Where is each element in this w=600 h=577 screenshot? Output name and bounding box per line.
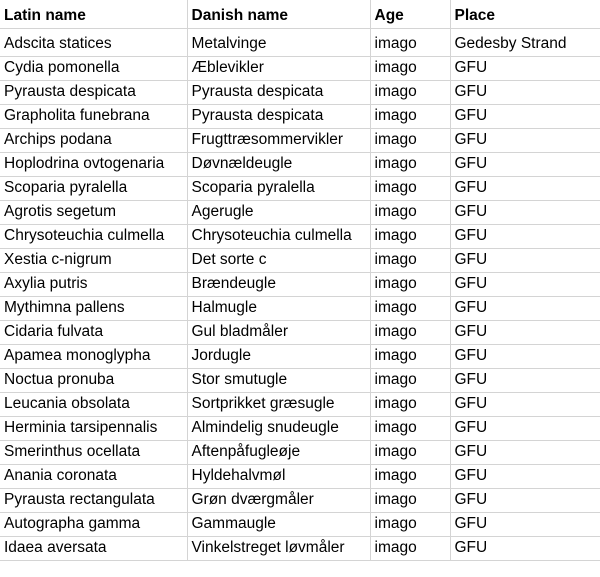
cell-age[interactable]: imago — [370, 224, 450, 248]
table-row — [0, 80, 600, 104]
cell-danish-name[interactable]: Agerugle — [187, 200, 370, 224]
cell-latin-name[interactable]: Cidaria fulvata — [0, 320, 187, 344]
cell-age[interactable]: imago — [370, 200, 450, 224]
cell-latin-name[interactable]: Cydia pomonella — [0, 56, 187, 80]
cell-latin-name[interactable]: Scoparia pyralella — [0, 176, 187, 200]
cell-danish-name[interactable]: Vinkelstreget løvmåler — [187, 536, 370, 560]
cell-place[interactable]: GFU — [450, 464, 600, 488]
cell-danish-name[interactable]: Døvnældeugle — [187, 152, 370, 176]
table-row — [0, 464, 600, 488]
cell-age[interactable]: imago — [370, 416, 450, 440]
table-row — [0, 536, 600, 560]
cell-danish-name[interactable]: Æblevikler — [187, 56, 370, 80]
cell-danish-name[interactable]: Metalvinge — [187, 28, 370, 56]
table-row — [0, 488, 600, 512]
cell-latin-name[interactable]: Mythimna pallens — [0, 296, 187, 320]
cell-age[interactable]: imago — [370, 152, 450, 176]
table-row — [0, 296, 600, 320]
cell-place[interactable]: GFU — [450, 440, 600, 464]
table-row — [0, 368, 600, 392]
cell-latin-name[interactable]: Apamea monoglypha — [0, 344, 187, 368]
table-row — [0, 224, 600, 248]
cell-age[interactable]: imago — [370, 344, 450, 368]
header-latin-name[interactable]: Latin name — [0, 0, 187, 28]
cell-latin-name[interactable]: Grapholita funebrana — [0, 104, 187, 128]
cell-place[interactable]: GFU — [450, 152, 600, 176]
cell-latin-name[interactable]: Leucania obsolata — [0, 392, 187, 416]
cell-place[interactable]: Gedesby Strand — [450, 28, 600, 56]
cell-latin-name[interactable]: Anania coronata — [0, 464, 187, 488]
cell-danish-name[interactable]: Pyrausta despicata — [187, 80, 370, 104]
table-row — [0, 416, 600, 440]
cell-age[interactable]: imago — [370, 368, 450, 392]
cell-age[interactable]: imago — [370, 392, 450, 416]
cell-danish-name[interactable]: Aftenpåfugleøje — [187, 440, 370, 464]
cell-latin-name[interactable]: Axylia putris — [0, 272, 187, 296]
cell-danish-name[interactable]: Frugttræsommervikler — [187, 128, 370, 152]
cell-danish-name[interactable]: Halmugle — [187, 296, 370, 320]
cell-place[interactable]: GFU — [450, 296, 600, 320]
cell-latin-name[interactable]: Pyrausta despicata — [0, 80, 187, 104]
cell-age[interactable]: imago — [370, 104, 450, 128]
header-danish-name[interactable]: Danish name — [187, 0, 370, 28]
cell-place[interactable]: GFU — [450, 248, 600, 272]
cell-place[interactable]: GFU — [450, 104, 600, 128]
header-age[interactable]: Age — [370, 0, 450, 28]
cell-place[interactable]: GFU — [450, 176, 600, 200]
cell-place[interactable]: GFU — [450, 200, 600, 224]
cell-age[interactable]: imago — [370, 320, 450, 344]
cell-place[interactable]: GFU — [450, 272, 600, 296]
cell-danish-name[interactable]: Gammaugle — [187, 512, 370, 536]
table-row — [0, 128, 600, 152]
header-row — [0, 0, 600, 28]
cell-danish-name[interactable]: Chrysoteuchia culmella — [187, 224, 370, 248]
cell-danish-name[interactable]: Sortprikket græsugle — [187, 392, 370, 416]
table-row — [0, 28, 600, 56]
cell-latin-name[interactable]: Autographa gamma — [0, 512, 187, 536]
cell-place[interactable]: GFU — [450, 56, 600, 80]
cell-age[interactable]: imago — [370, 80, 450, 104]
table-row — [0, 248, 600, 272]
cell-age[interactable]: imago — [370, 248, 450, 272]
table-row — [0, 272, 600, 296]
cell-danish-name[interactable]: Brændeugle — [187, 272, 370, 296]
cell-danish-name[interactable]: Hyldehalvmøl — [187, 464, 370, 488]
cell-latin-name[interactable]: Chrysoteuchia culmella — [0, 224, 187, 248]
cell-latin-name[interactable]: Pyrausta rectangulata — [0, 488, 187, 512]
cell-danish-name[interactable]: Gul bladmåler — [187, 320, 370, 344]
cell-age[interactable]: imago — [370, 512, 450, 536]
cell-place[interactable]: GFU — [450, 344, 600, 368]
cell-age[interactable]: imago — [370, 176, 450, 200]
cell-place[interactable]: GFU — [450, 368, 600, 392]
header-place[interactable]: Place — [450, 0, 600, 28]
cell-age[interactable]: imago — [370, 488, 450, 512]
cell-place[interactable]: GFU — [450, 536, 600, 560]
table-row — [0, 440, 600, 464]
cell-danish-name[interactable]: Scoparia pyralella — [187, 176, 370, 200]
cell-latin-name[interactable]: Archips podana — [0, 128, 187, 152]
cell-latin-name[interactable]: Adscita statices — [0, 28, 187, 56]
cell-place[interactable]: GFU — [450, 320, 600, 344]
cell-latin-name[interactable]: Smerinthus ocellata — [0, 440, 187, 464]
cell-place[interactable]: GFU — [450, 392, 600, 416]
table-row — [0, 200, 600, 224]
cell-danish-name[interactable]: Pyrausta despicata — [187, 104, 370, 128]
cell-place[interactable]: GFU — [450, 416, 600, 440]
table-row — [0, 152, 600, 176]
cell-age[interactable]: imago — [370, 296, 450, 320]
cell-age[interactable]: imago — [370, 28, 450, 56]
table-row — [0, 512, 600, 536]
table-row — [0, 104, 600, 128]
table-row — [0, 320, 600, 344]
cell-age[interactable]: imago — [370, 536, 450, 560]
cell-place[interactable]: GFU — [450, 512, 600, 536]
table-row — [0, 392, 600, 416]
cell-place[interactable]: GFU — [450, 128, 600, 152]
cell-age[interactable]: imago — [370, 128, 450, 152]
cell-latin-name[interactable]: Hoplodrina ovtogenaria — [0, 152, 187, 176]
cell-place[interactable]: GFU — [450, 80, 600, 104]
cell-age[interactable]: imago — [370, 440, 450, 464]
cell-latin-name[interactable]: Idaea aversata — [0, 536, 187, 560]
cell-danish-name[interactable]: Stor smutugle — [187, 368, 370, 392]
cell-latin-name[interactable]: Herminia tarsipennalis — [0, 416, 187, 440]
cell-age[interactable]: imago — [370, 272, 450, 296]
cell-danish-name[interactable]: Grøn dværgmåler — [187, 488, 370, 512]
cell-age[interactable]: imago — [370, 464, 450, 488]
table-row — [0, 176, 600, 200]
cell-place[interactable]: GFU — [450, 488, 600, 512]
cell-danish-name[interactable]: Jordugle — [187, 344, 370, 368]
cell-latin-name[interactable]: Noctua pronuba — [0, 368, 187, 392]
cell-latin-name[interactable]: Agrotis segetum — [0, 200, 187, 224]
cell-age[interactable]: imago — [370, 56, 450, 80]
cell-latin-name[interactable]: Xestia c-nigrum — [0, 248, 187, 272]
cell-danish-name[interactable]: Det sorte c — [187, 248, 370, 272]
cell-danish-name[interactable]: Almindelig snudeugle — [187, 416, 370, 440]
table-row — [0, 344, 600, 368]
cell-place[interactable]: GFU — [450, 224, 600, 248]
table-row — [0, 56, 600, 80]
